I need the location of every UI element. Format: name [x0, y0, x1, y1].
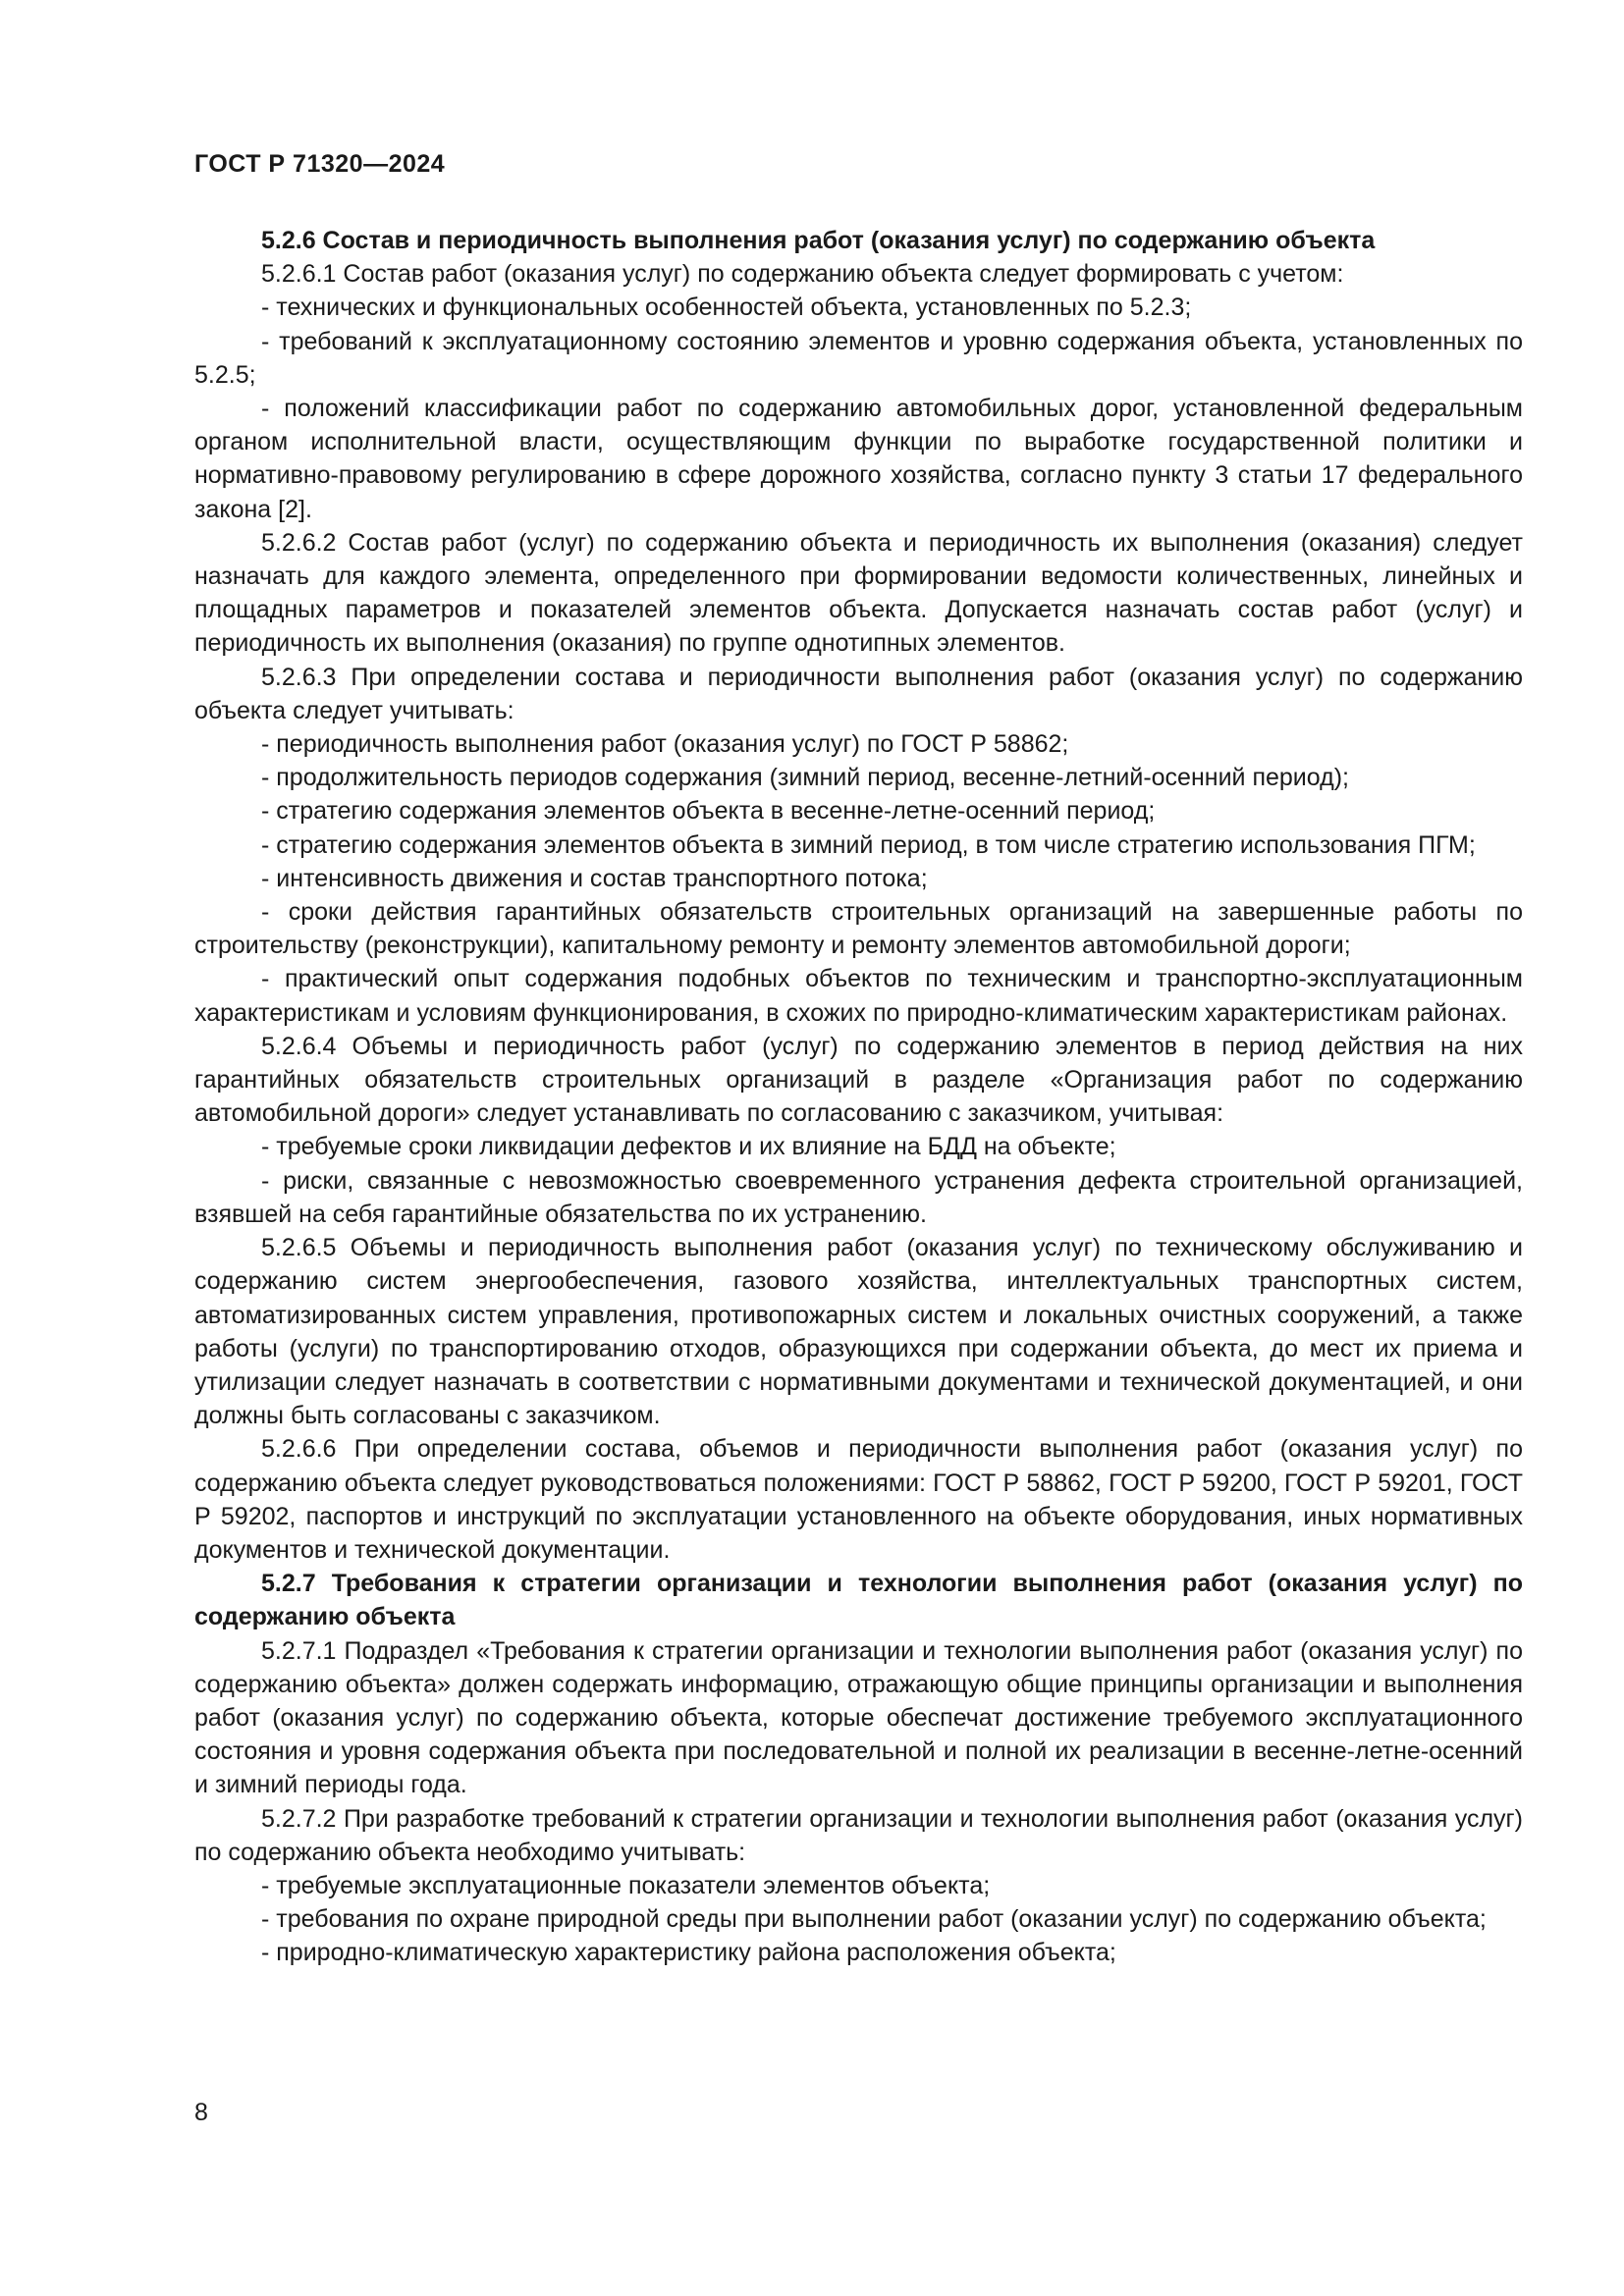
- list-item: - сроки действия гарантийных обязательств строительных организаций на завершенные работы по строительству (реконструкции), капитальному ремонту и ремонту элементов автомобильной дороги;: [194, 898, 1523, 960]
- paragraph: 5.2.6.5 Объемы и периодичность выполнения работ (оказания услуг) по техническому обслуживанию и содержанию систем энергообеспечения, газового хозяйства, интеллектуальных транспортных систем, автоматизированных систем управления, противопожарных систем и локальных очистных сооружений, а также работы (услуги) по транспортированию отходов, образующихся при содержании объекта, до мест их приема и утилизации следует назначать в соответствии с нормативными документами и технической документацией, и они должны быть согласованы с заказчиком.: [194, 1234, 1523, 1430]
- paragraph: 5.2.7.2 При разработке требований к стратегии организации и технологии выполнения работ (оказания услуг) по содержанию объекта необходимо учитывать:: [194, 1804, 1523, 1866]
- list-item: - периодичность выполнения работ (оказания услуг) по ГОСТ Р 58862;: [261, 730, 1069, 759]
- list-item: - продолжительность периодов содержания (зимний период, весенне-летний-осенний период);: [261, 764, 1349, 792]
- list-item: - требуемые эксплуатационные показатели элементов объекта;: [261, 1871, 991, 1899]
- page-number: 8: [194, 2099, 208, 2126]
- list-item: - стратегию содержания элементов объекта в зимний период, в том числе стратегию использования ПГМ;: [261, 830, 1476, 859]
- paragraph: 5.2.6.3 При определении состава и периодичности выполнения работ (оказания услуг) по содержанию объекта следует учитывать:: [194, 663, 1523, 724]
- document-header: ГОСТ Р 71320—2024: [194, 150, 446, 178]
- list-item: - интенсивность движения и состав транспортного потока;: [261, 864, 928, 892]
- list-item: - природно-климатическую характеристику района расположения объекта;: [261, 1939, 1116, 1967]
- paragraph: 5.2.7.1 Подраздел «Требования к стратегии организации и технологии выполнения работ (оказания услуг) по содержанию объекта» должен содержать информацию, отражающую общие принципы организации и выполнения работ (оказания услуг) по содержанию объекта, которые обеспечат достижение требуемого эксплуатационного состояния и уровня содержания объекта при последовательной и полной их реализации в весенне-летне-осенний и зимний периоды года.: [194, 1636, 1523, 1799]
- list-item: - стратегию содержания элементов объекта в весенне-летне-осенний период;: [261, 797, 1156, 826]
- list-item: - требуемые сроки ликвидации дефектов и их влияние на БДД на объекте;: [261, 1133, 1116, 1161]
- list-item: - требования по охране природной среды при выполнении работ (оказании услуг) по содержанию объекта;: [261, 1905, 1487, 1934]
- list-item: - положений классификации работ по содержанию автомобильных дорог, установленной федеральным органом исполнительной власти, осуществляющим функции по выработке государственной политики и нормативно-правовому регулированию в сфере дорожного хозяйства, согласно пункту 3 статьи 17 федерального закона [2].: [194, 395, 1523, 523]
- list-item: - требований к эксплуатационному состоянию элементов и уровню содержания объекта, установленных по 5.2.5;: [194, 327, 1523, 389]
- paragraph: 5.2.6.2 Состав работ (услуг) по содержанию объекта и периодичность их выполнения (оказания) следует назначать для каждого элемента, определенного при формировании ведомости количественных, линейных и площадных параметров и показателей элементов объекта. Допускается назначать состав работ (услуг) и периодичность их выполнения (оказания) по группе однотипных элементов.: [194, 528, 1523, 658]
- list-item: - риски, связанные с невозможностью своевременного устранения дефекта строительной организацией, взявшей на себя гарантийные обязательства по их устранению.: [194, 1166, 1523, 1228]
- document-body: [194, 224, 1523, 1970]
- paragraph: 5.2.6.1 Состав работ (оказания услуг) по содержанию объекта следует формировать с учетом:: [261, 260, 1344, 289]
- section-heading: 5.2.6 Состав и периодичность выполнения работ (оказания услуг) по содержанию объекта: [261, 227, 1376, 254]
- section-heading: 5.2.7 Требования к стратегии организации и технологии выполнения работ (оказания услуг) по содержанию объекта: [194, 1570, 1523, 1631]
- list-item: - практический опыт содержания подобных объектов по техническим и транспортно-эксплуатационным характеристикам и условиям функционирования, в схожих по природно-климатическим характеристикам районах.: [194, 965, 1523, 1027]
- paragraph: 5.2.6.6 При определении состава, объемов и периодичности выполнения работ (оказания услуг) по содержанию объекта следует руководствоваться положениями: ГОСТ Р 58862, ГОСТ Р 59200, ГОСТ Р 59201, ГОСТ Р 59202, паспортов и инструкций по эксплуатации установленного на объекте оборудования, иных нормативных документов и технической документации.: [194, 1435, 1523, 1564]
- list-item: - технических и функциональных особенностей объекта, установленных по 5.2.3;: [261, 294, 1192, 322]
- paragraph: 5.2.6.4 Объемы и периодичность работ (услуг) по содержанию элементов в период действия на них гарантийных обязательств строительных организаций в разделе «Организация работ по содержанию автомобильной дороги» следует устанавливать по согласованию с заказчиком, учитывая:: [194, 1032, 1523, 1128]
